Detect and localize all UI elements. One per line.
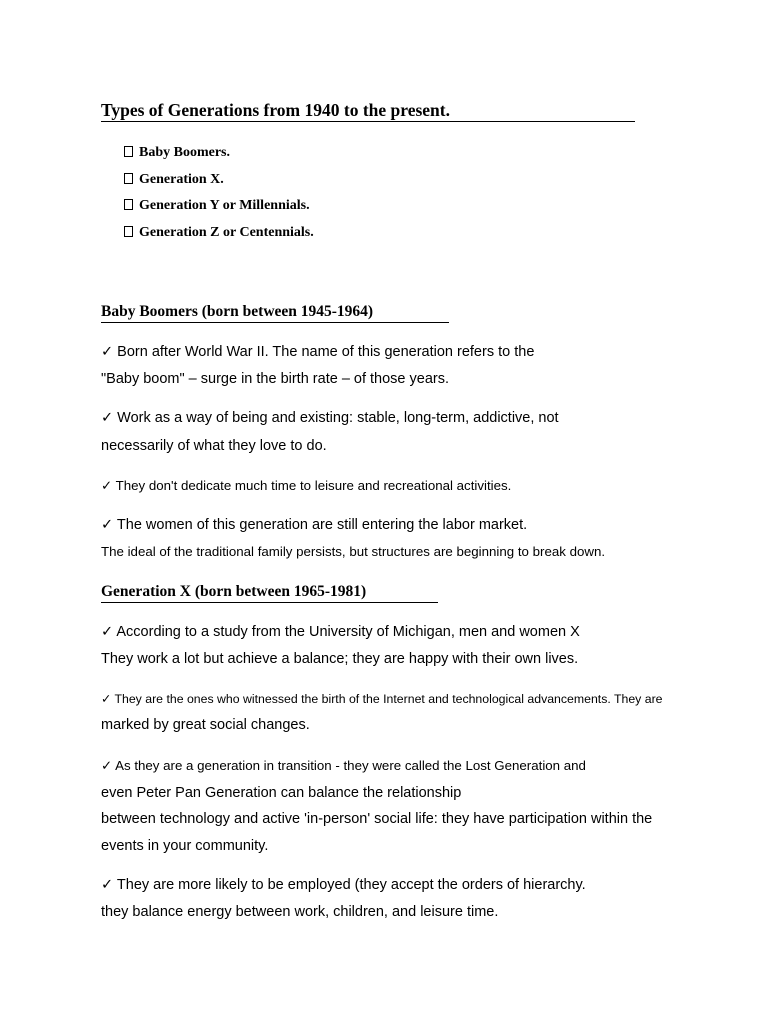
paragraph-line: They work a lot but achieve a balance; they are happy with their own lives.	[101, 651, 579, 667]
paragraph-line: ✓ The women of this generation are still entering the labor market.	[101, 517, 528, 533]
list-item	[124, 171, 224, 189]
list-item	[124, 144, 230, 162]
paragraph-line: "Baby boom" – surge in the birth rate – of those years.	[101, 371, 450, 387]
paragraph-line: even Peter Pan Generation can balance the relationship	[101, 785, 462, 801]
list-item-label: Generation X.	[139, 172, 224, 187]
paragraph-line: ✓ As they are a generation in transition - they were called the Lost Generation and	[101, 758, 586, 773]
list-item-label: Generation Y or Millennials.	[139, 198, 310, 213]
document-title: Types of Generations from 1940 to the present.	[101, 99, 635, 122]
paragraph-line: ✓ They don't dedicate much time to leisure and recreational activities.	[101, 478, 512, 493]
paragraph-line: they balance energy between work, children, and leisure time.	[101, 904, 499, 920]
section-heading-generation-x: Generation X (born between 1965-1981)	[101, 582, 438, 603]
paragraph-line: ✓ Born after World War II. The name of this generation refers to the	[101, 344, 535, 360]
paragraph-line: ✓ According to a study from the University of Michigan, men and women X	[101, 624, 580, 640]
list-item-label: Baby Boomers.	[139, 145, 230, 160]
checkbox-bullet-icon	[124, 146, 133, 157]
checkbox-bullet-icon	[124, 226, 133, 237]
list-item	[124, 224, 314, 242]
list-item	[124, 197, 310, 215]
paragraph-line: marked by great social changes.	[101, 717, 310, 733]
checkbox-bullet-icon	[124, 173, 133, 184]
paragraph-line: ✓ They are more likely to be employed (they accept the orders of hierarchy.	[101, 877, 586, 893]
paragraph-line: between technology and active 'in-person' social life: they have participation within the	[101, 811, 653, 827]
section-heading-baby-boomers: Baby Boomers (born between 1945-1964)	[101, 302, 449, 323]
paragraph-line: necessarily of what they love to do.	[101, 438, 327, 454]
paragraph-line: The ideal of the traditional family persists, but structures are beginning to break down.	[101, 544, 606, 559]
paragraph-line: events in your community.	[101, 838, 269, 854]
paragraph-line: ✓ They are the ones who witnessed the birth of the Internet and technological advancements. They are	[101, 692, 663, 706]
checkbox-bullet-icon	[124, 199, 133, 210]
list-item-label: Generation Z or Centennials.	[139, 225, 314, 240]
paragraph-line: ✓ Work as a way of being and existing: stable, long-term, addictive, not	[101, 410, 559, 426]
